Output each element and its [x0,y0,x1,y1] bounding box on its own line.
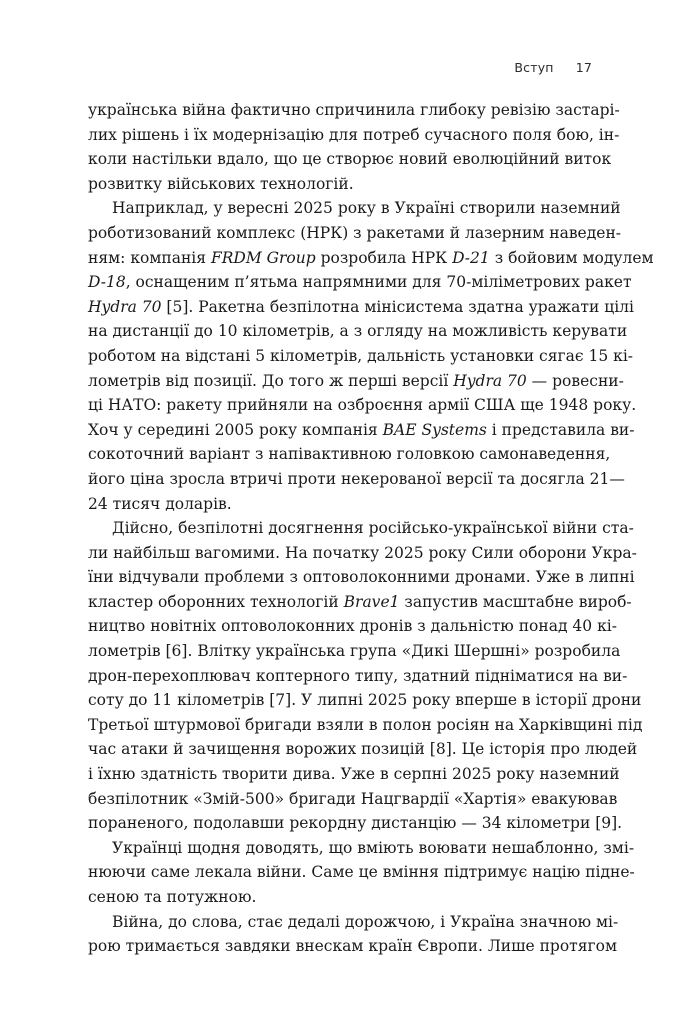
text-line: лометрів [6]. Влітку українська група «Дикі Шершні» розробила [88,642,621,661]
body-text [88,98,654,959]
paragraph [88,836,635,910]
paragraph [88,196,654,516]
text-line: Наприклад, у вересні 2025 року в Україні створили наземний [112,199,621,218]
paragraph [88,98,620,196]
paragraph [88,516,643,836]
text-line: ням: компанія FRDM Group розробила НРК D-21 з бойовим модулем [88,248,654,267]
text-line: Українці щодня доводять, що вміють воювати нешаблонно, змі- [112,838,635,857]
text-line: коли настільки вдало, що це створює новий еволюційний виток [88,150,612,169]
text-line: сеною та потужною. [88,888,257,906]
text-line: Хоч у середині 2005 року компанія BAE Systems і представила ви- [88,420,635,439]
text-line: нюючи саме лекала війни. Саме це вміння підтримує націю підне- [88,863,635,882]
text-line: рою тримається завдяки внескам країн Європи. Лише протягом [88,937,618,956]
text-line: Hydra 70 [5]. Ракетна безпілотна мінісистема здатна уражати цілі [88,297,634,316]
page-number: 17 [575,60,592,75]
running-header [514,60,592,75]
text-line: його ціна зросла втричі проти некерованої версії та досягла 21— [88,469,625,488]
text-line: їни відчували проблеми з оптоволоконними дронами. Уже в липні [88,568,635,587]
text-line: час атаки й зачищення ворожих позицій [8]. Це історія про людей [88,740,638,759]
text-line: роботизований комплекс (НРК) з ракетами й лазерним наведен- [88,223,622,242]
text-line: сокоточний варіант з напівактивною головкою самонаведення, [88,445,611,464]
text-line: пораненого, подолавши рекордну дистанцію — 34 кілометри [9]. [88,814,623,833]
text-line: ці НАТО: ракету прийняли на озброєння армії США ще 1948 року. [88,396,637,415]
paragraph [88,910,619,959]
text-line: лих рішень і їх модернізацію для потреб сучасного поля бою, ін- [88,125,620,144]
text-line: дрон-перехоплювач коптерного типу, здатний підніматися на ви- [88,666,628,685]
text-line: 24 тисяч доларів. [88,494,232,513]
text-line: ництво новітніх оптоволоконних дронів з дальністю понад 40 кі- [88,617,617,636]
text-line: Третьої штурмової бригади взяли в полон росіян на Харківщині під [88,715,643,734]
text-line: Дійсно, безпілотні досягнення російсько-української війни ста- [112,519,634,538]
text-line: на дистанції до 10 кілометрів, а з огляду на можливість керувати [88,322,628,341]
text-line: роботом на відстані 5 кілометрів, дальність установки сягає 15 кі- [88,346,634,365]
text-line: українська війна фактично спричинила глибоку ревізію застарі- [88,101,620,119]
text-line: D-18, оснащеним п’ятьма напрямними для 70-міліметрових ракет [88,273,632,292]
section-title: Вступ [514,60,554,75]
text-line: Війна, до слова, стає дедалі дорожчою, і Україна значною мі- [112,912,619,931]
text-line: ли найбільш вагомими. На початку 2025 року Сили оборони Укра- [88,543,637,562]
text-line: лометрів від позиції. До того ж перші версії Hydra 70 — ровесни- [88,371,624,390]
text-line: безпілотник «Змій-500» бригади Нацгвардії «Хартія» евакуював [88,789,618,808]
text-line: і їхню здатність творити дива. Уже в серпні 2025 року наземний [88,765,620,784]
text-line: кластер оборонних технологій Brave1 запустив масштабне вироб- [88,592,632,611]
text-line: розвитку військових технологій. [88,174,354,193]
text-line: соту до 11 кілометрів [7]. У липні 2025 року вперше в історії дрони [88,691,642,710]
